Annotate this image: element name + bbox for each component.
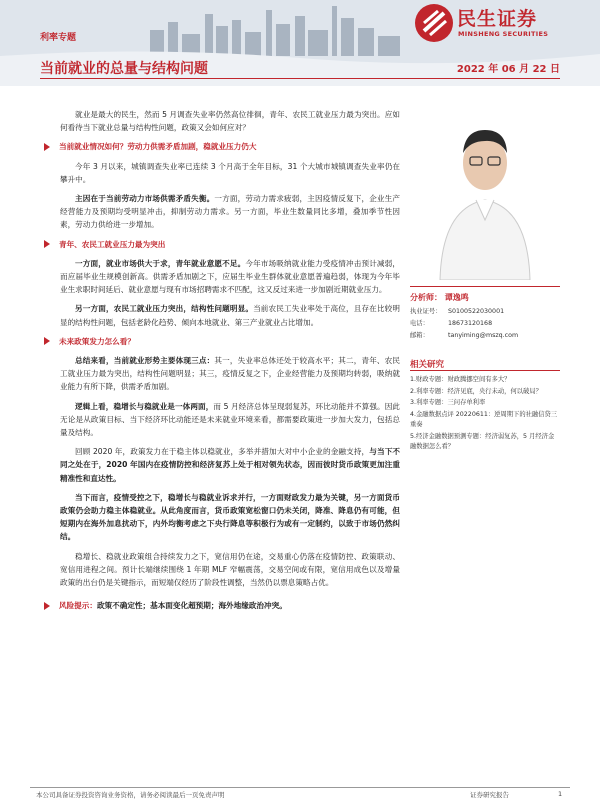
logo-text-en: MINSHENG SECURITIES [458, 30, 549, 38]
paragraph [60, 192, 400, 232]
footer-divider [30, 787, 570, 788]
bold-lead: 主因在于当前劳动力市场供需矛盾失衡。 [75, 194, 215, 204]
analyst-info-row [410, 318, 560, 327]
paragraph: 今年 3 月以来，城镇调查失业率已连续 3 个月高于全年目标，31 个大城市城镇调查失业率仍在攀升中。 [60, 161, 400, 184]
triangle-bullet-icon [44, 240, 50, 248]
section-heading-text: 当前就业情况如何？劳动力供需矛盾加剧，稳就业压力仍大 [59, 142, 257, 152]
analyst-heading [410, 292, 469, 303]
paragraph-text: 回顾 2020 年，政策发力在于稳主体以稳就业，多举并措加大对中小企业的金融支持， [75, 447, 370, 457]
paragraph-text: 今年市场吸纳就业能力受疫情冲击预计减弱，而应届毕业生规模创新高。供需矛盾加剧之下，应届生毕业生群体就业意愿普遍趋弱，体现为今年毕业生求职时间延后、就业意愿与现有市场招聘需求不匹配，这又反过来进一步加剧近期就业压力。 [60, 258, 401, 295]
page-number: 1 [558, 790, 563, 798]
footer-report-type: 证券研究报告 [470, 791, 509, 799]
intro-paragraph: 就业是最大的民生，然而 5 月调查失业率仍然高位徘徊，青年、农民工就业压力最为突出。应如何看待当下就业总量与结构性问题，政策又会如何应对？ [60, 110, 400, 133]
logo-mark-icon [414, 3, 454, 43]
related-divider [410, 370, 560, 371]
footer-disclaimer: 本公司具备证券投资咨询业务资格，请务必阅读最后一页免责声明 [36, 791, 225, 799]
related-item[interactable]: 4.金融数据点评 20220611：逆周期下的社融信贷三重奏 [410, 410, 558, 428]
bold-lead: 另一方面，农民工就业压力突出，结构性问题明显。 [75, 304, 254, 314]
report-series: 利率专题 [40, 33, 77, 43]
related-item[interactable]: 5.经济金融数据预测专题：经济弱复苏，5 月经济金融数据怎么看？ [410, 432, 555, 450]
paragraph-text: 一方面，劳动力需求疲弱，主因疫情反复下，企业生产经营能力及预期均受明显冲击，抑制劳动力需求。另一方面，毕业生数量同比多增，叠加季节性因素，劳动力供给进一步增加。 [60, 194, 401, 230]
bold-lead: 逻辑上看，稳增长与稳就业是一体两面， [75, 401, 214, 411]
analyst-name: 谭逸鸣 [444, 293, 469, 302]
section-heading-1 [44, 140, 400, 153]
section-heading-text: 青年、农民工就业压力最为突出 [59, 239, 166, 249]
analyst-divider [410, 286, 560, 287]
related-research-list [410, 375, 560, 454]
minsheng-logo [414, 3, 582, 43]
section-heading-2 [44, 238, 400, 251]
analyst-label: 分析师： [410, 293, 442, 302]
info-key: 电话： [410, 320, 429, 327]
header-divider [40, 78, 560, 79]
info-value: 18673120168 [448, 320, 493, 327]
risk-label: 风险提示： [59, 601, 97, 611]
section-heading-3 [44, 335, 400, 348]
paragraph: 稳增长、稳就业政策组合持续发力之下，宽信用仍在途，交易重心仍落在疫情防控、政策联动、宽信用进程之间。预计长端继续围绕 1 年期 MLF 窄幅震荡，交易空间或有限，宽信用成色以及增量政策的出台仍是关键指示，而短端仅经历了阶段性调整，当然仍以票息策略占优。 [60, 551, 400, 588]
triangle-bullet-icon [44, 337, 50, 345]
analyst-photo [410, 108, 560, 280]
related-research-title: 相关研究 [410, 360, 445, 370]
risk-warning [44, 599, 400, 612]
paragraph-text: 其一，失业率总体还处于较高水平；其二，青年、农民工就业压力最为突出，结构性问题明显；其三，疫情反复之下，企业经营能力及预期均转弱，吸纳就业能力有所下降，供需矛盾加剧。 [60, 356, 401, 392]
section-heading-text: 未来政策发力怎么看？ [59, 336, 135, 346]
paragraph: 当下而言，疫情受控之下，稳增长与稳就业诉求并行，一方面财政发力最为关键，另一方面货币政策仍会助力稳主体稳就业。从此角度而言，货币政策宽松窗口仍未关闭，降准、降息仍有可能，但短期内在海外加息扰动下，内外均衡考虑之下央行降息等积极行为或有一定制约，以致于市场仍然纠结。 [60, 492, 400, 542]
triangle-bullet-icon [44, 143, 50, 151]
logo-text-cn: 民生证券 [457, 8, 538, 30]
bold-lead: 一方面，就业市场供大于求，青年就业意愿不足。 [75, 258, 246, 268]
related-item[interactable]: 1.财政专题：财政腾挪空间有多大？ [410, 376, 511, 383]
info-key: 执业证号： [410, 308, 442, 315]
paragraph [60, 354, 400, 394]
bold-lead: 总结来看，当前就业形势主要体现三点： [75, 356, 215, 366]
related-item[interactable]: 3.利率专题：三问存单利率 [410, 399, 486, 406]
risk-text: 政策不确定性；基本面变化超预期；海外地缘政治冲突。 [96, 601, 287, 611]
report-date: 2022 年 06 月 22 日 [456, 64, 560, 75]
paragraph [60, 400, 400, 440]
paragraph [60, 257, 400, 297]
paragraph [60, 302, 400, 328]
paragraph [60, 445, 400, 485]
info-value: S0100522030001 [448, 308, 505, 315]
report-title: 当前就业的总量与结构问题 [40, 61, 208, 77]
main-column [60, 108, 400, 613]
bold-lead: 与当下不同之处在于，2020 年国内在疫情防控和经济复苏上处于相对领先状态，因而彼时货币政策更加注重精准性和直达性。 [60, 447, 401, 483]
info-value[interactable]: tanyiming@mszq.com [448, 332, 519, 339]
analyst-info-row [410, 330, 560, 339]
paragraph-text: 而 5 月经济总体呈现弱复苏，环比动能并不算强。因此无论是从政策目标、当下经济环比动能还是未来就业环境来看，都需要政策进一步加大发力，包括总量及结构。 [60, 401, 401, 438]
triangle-bullet-icon [44, 602, 50, 610]
paragraph-text: 当前农民工失业率处于高位，且存在比较明显的结构性问题，包括老龄化趋势、倾向本地就业、第三产业就业占比增加。 [60, 304, 401, 327]
analyst-info-row [410, 306, 560, 315]
info-key: 邮箱： [410, 332, 429, 339]
related-item[interactable]: 2.利率专题：经济见底，央行未动，何以破局？ [410, 387, 542, 395]
